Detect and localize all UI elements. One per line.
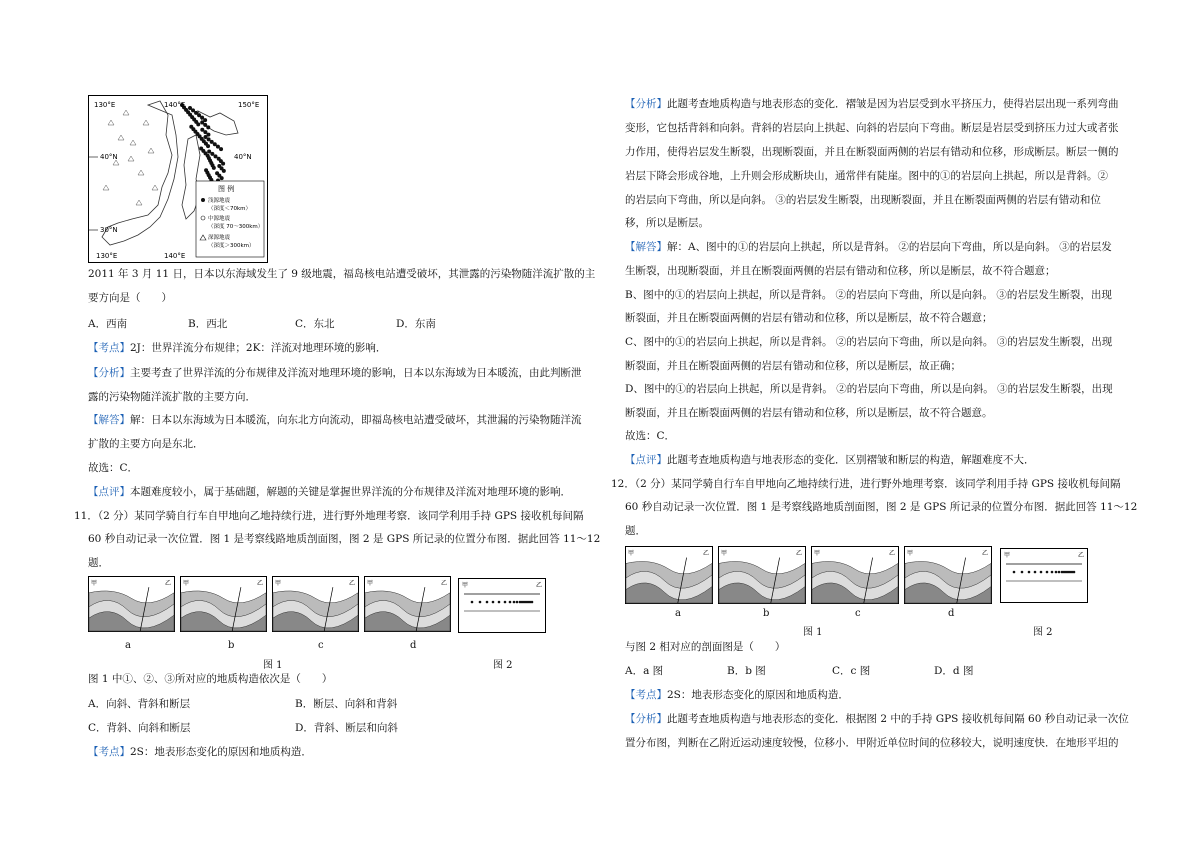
fenxi-line-2: 露的污染物随洋流扩散的主要方向． xyxy=(88,391,256,403)
q12-option-a: A．a 图 xyxy=(625,665,664,677)
r-profile-a xyxy=(625,546,713,604)
r-jieda-line-5: C、图中的①的岩层向上拱起，所以是背斜。 ②的岩层向下弯曲，所以是向斜。 ③的岩层发生断裂，出现 xyxy=(625,336,1113,348)
q11-figure-1 xyxy=(88,576,458,636)
q11-option-b: B．断层、向斜和背斜 xyxy=(295,698,398,710)
earthquake-map xyxy=(88,95,268,263)
svg-text:甲: 甲 xyxy=(183,580,190,587)
q11-kaodian xyxy=(88,745,312,759)
q10-jieda xyxy=(88,413,582,427)
q11-option-c: C．背斜、向斜和断层 xyxy=(88,722,191,734)
q10-line-2: 要方向是（ ） xyxy=(88,292,172,304)
profile-c xyxy=(272,576,359,632)
q11-line-1: 11．（2 分）某同学骑自行车自甲地向乙地持续行进，进行野外地理考察．该同学利用手持 GPS 接收机每间隔 xyxy=(74,510,584,522)
profile-a xyxy=(88,576,175,632)
svg-text:乙: 乙 xyxy=(441,580,448,587)
legend-item-medium-depth: （深度 70～300km） xyxy=(208,224,264,230)
fig1-caption: 图 1 xyxy=(263,660,283,671)
q12-fenxi xyxy=(625,712,1129,726)
r-fig-letter-d: d xyxy=(948,608,955,619)
r-fenxi-line-3: 力作用，使得岩层发生断裂，出现断裂面，并且在断裂面两侧的岩层有错动和位移，形成断层。断层一侧的 xyxy=(625,146,1119,158)
r-fenxi-tag: 【分析】 xyxy=(625,98,667,110)
legend-item-deep-depth: （深度＞300km） xyxy=(208,243,255,249)
jieda-line-1: 解：日本以东海域为日本暖流，向东北方向流动，即福岛核电站遭受破坏，其泄漏的污染物随洋流 xyxy=(130,414,582,426)
r-dianping-text: 此题考查地质构造与地表形态的变化．区别褶皱和断层的构造，解题难度不大． xyxy=(667,454,1035,466)
r-dianping-tag: 【点评】 xyxy=(625,454,667,466)
r-kaodian-text: 2S：地表形态变化的原因和地质构造． xyxy=(667,689,849,701)
q12-figure-2-gps xyxy=(1000,548,1088,603)
r-fenxi-line-6: 移，所以是断层。 xyxy=(625,217,709,229)
q11-question: 图 1 中①、②、③所对应的地质构造依次是（ ） xyxy=(88,673,333,685)
r-jieda-line-8: 断裂面，并且在断裂面两侧的岩层有错动和位移，所以是断层，故不符合题意。 xyxy=(625,407,993,419)
kaodian2-text: 2S：地表形态变化的原因和地质构造． xyxy=(130,746,312,758)
r-jieda-line-3: B、图中的①的岩层向上拱起，所以是背斜。 ②的岩层向下弯曲，所以是向斜。 ③的岩层发生断裂，出现 xyxy=(625,289,1112,301)
kaodian2-tag: 【考点】 xyxy=(88,746,130,758)
gps-start-label: 甲 xyxy=(462,582,469,589)
r-jieda-line-7: D、图中的①的岩层向上拱起，所以是背斜。 ②的岩层向下弯曲，所以是向斜。 ③的岩层发生断裂，出现 xyxy=(625,383,1113,395)
q10-kaodian xyxy=(88,341,386,355)
r-profile-b xyxy=(718,546,806,604)
q10-dianping xyxy=(88,485,571,499)
dianping-tag: 【点评】 xyxy=(88,486,130,498)
r-profile-c xyxy=(811,546,899,604)
q10-option-c: C．东北 xyxy=(295,318,335,330)
lon-label-140-top: 140°E xyxy=(164,101,186,109)
svg-text:乙: 乙 xyxy=(257,580,264,587)
fig-letter-a: a xyxy=(125,640,131,651)
svg-text:乙: 乙 xyxy=(982,550,989,557)
r-fig-letter-a: a xyxy=(675,608,681,619)
dianping-text: 本题难度较小，属于基础题，解题的关键是掌握世界洋流的分布规律及洋流对地理环境的影响． xyxy=(130,486,571,498)
svg-text:乙: 乙 xyxy=(349,580,356,587)
r-fenxi-line-2: 变形，它包括背斜和向斜。背斜的岩层向上拱起、向斜的岩层向下弯曲。断层是岩层受到挤压力过大或者张 xyxy=(625,122,1119,134)
r-profile-d xyxy=(904,546,992,604)
q12-kaodian xyxy=(625,688,849,702)
r-fig-letter-c: c xyxy=(855,608,861,619)
gps-end-label: 乙 xyxy=(536,582,543,589)
svg-text:甲: 甲 xyxy=(907,550,914,557)
q12-line-1: 12．（2 分）某同学骑自行车自甲地向乙地持续行进，进行野外地理考察．该同学利用手持 GPS 接收机每间隔 xyxy=(611,478,1121,490)
r-fenxi2-tag: 【分析】 xyxy=(625,713,667,725)
profile-b xyxy=(180,576,267,632)
legend-item-deep: 深源地震 xyxy=(208,235,231,241)
legend-title: 图 例 xyxy=(218,185,235,193)
r-fenxi2-line-1: 此题考查地质构造与地表形态的变化．根据图 2 中的手持 GPS 接收机每间隔 60 秒自动记录一次位 xyxy=(667,713,1129,725)
svg-text:甲: 甲 xyxy=(91,580,98,587)
q10-fenxi xyxy=(88,366,582,380)
svg-text:甲: 甲 xyxy=(721,550,728,557)
fenxi-line-1: 主要考查了世界洋流的分布规律及洋流对地理环境的影响，日本以东海域为日本暖流，由此判断泄 xyxy=(130,367,582,379)
svg-text:甲: 甲 xyxy=(367,580,374,587)
r-fenxi xyxy=(625,97,1119,111)
q10-guxuan: 故选：C． xyxy=(88,462,139,474)
svg-text:乙: 乙 xyxy=(703,550,710,557)
lat-label-30: 30°N xyxy=(100,226,118,234)
r-jieda-tag: 【解答】 xyxy=(625,241,667,253)
r-kaodian-tag: 【考点】 xyxy=(625,689,667,701)
lon-label-130-bottom: 130°E xyxy=(96,252,118,260)
r-jieda-line-1: 解：A、图中的①的岩层向上拱起，所以是背斜。 ②的岩层向下弯曲，所以是向斜。 ③的岩层发 xyxy=(667,241,1112,253)
q11-option-d: D．背斜、断层和向斜 xyxy=(295,722,398,734)
r-jieda xyxy=(625,240,1112,254)
fenxi-tag: 【分析】 xyxy=(88,367,130,379)
q10-option-d: D．东南 xyxy=(396,318,436,330)
lat-label-40-right: 40°N xyxy=(234,153,252,161)
svg-text:甲: 甲 xyxy=(814,550,821,557)
svg-text:乙: 乙 xyxy=(165,580,172,587)
q12-option-c: C．c 图 xyxy=(832,665,871,677)
q10-line-1: 2011 年 3 月 11 日，日本以东海域发生了 9 级地震，福岛核电站遭受破坏，其泄露的污染物随洋流扩散的主 xyxy=(88,268,596,280)
fig-letter-c: c xyxy=(318,640,324,651)
svg-text:甲: 甲 xyxy=(275,580,282,587)
lon-label-130-top: 130°E xyxy=(94,101,116,109)
q12-figure-1 xyxy=(625,546,995,606)
r-fenxi-line-5: 的岩层向下弯曲，所以是向斜。 ③的岩层发生断裂，出现断裂面，并且在断裂面两侧的岩层有错动和位 xyxy=(625,194,1101,206)
lat-label-40: 40°N xyxy=(100,153,118,161)
r-gps-start-label: 甲 xyxy=(1004,552,1011,559)
lon-label-140-bottom: 140°E xyxy=(164,252,186,260)
r-fig1-caption: 图 1 xyxy=(803,627,823,638)
legend-item-medium: 中源地震 xyxy=(208,216,231,222)
r-fenxi-line-4: 岩层下降会形成谷地，上升则会形成断块山，通常伴有陡崖。图中的①的岩层向上拱起，所以是背斜。② xyxy=(625,170,1108,182)
jieda-line-2: 扩散的主要方向是东北． xyxy=(88,438,204,450)
r-jieda-line-2: 生断裂，出现断裂面，并且在断裂面两侧的岩层有错动和位移，所以是断层，故不符合题意； xyxy=(625,265,1056,277)
svg-text:甲: 甲 xyxy=(628,550,635,557)
r-fig2-caption: 图 2 xyxy=(1033,627,1053,638)
q12-question: 与图 2 相对应的剖面图是（ ） xyxy=(625,641,786,653)
q11-figure-2-gps xyxy=(458,578,546,633)
profile-d xyxy=(364,576,451,632)
fig-letter-d: d xyxy=(410,640,417,651)
q10-option-a: A．西南 xyxy=(88,318,128,330)
q11-line-3: 题． xyxy=(88,557,109,569)
q11-option-a: A．向斜、背斜和断层 xyxy=(88,698,191,710)
r-fig-letter-b: b xyxy=(763,608,770,619)
kaodian-text: 2J：世界洋流分布规律；2K：洋流对地理环境的影响． xyxy=(130,342,387,354)
r-jieda-line-4: 断裂面，并且在断裂面两侧的岩层有错动和位移，所以是断层，故不符合题意； xyxy=(625,312,993,324)
q12-line-3: 题． xyxy=(625,525,646,537)
fig2-caption: 图 2 xyxy=(493,660,513,671)
r-guxuan: 故选：C． xyxy=(625,430,676,442)
fig-letter-b: b xyxy=(228,640,235,651)
r-dianping xyxy=(625,453,1035,467)
q11-line-2: 60 秒自动记录一次位置．图 1 是考察线路地质剖面图，图 2 是 GPS 所记录的位置分布图．据此回答 11～12 xyxy=(88,533,601,545)
r-jieda-line-6: 断裂面，并且在断裂面两侧的岩层有错动和位移，所以是断层，故正确； xyxy=(625,360,961,372)
lon-label-150-top: 150°E xyxy=(238,101,260,109)
r-fenxi2-line-2: 置分布图，判断在乙附近运动速度较慢，位移小．甲附近单位时间的位移较大，说明速度快．在地形平坦的 xyxy=(625,737,1119,749)
svg-text:乙: 乙 xyxy=(796,550,803,557)
r-fenxi-line-1: 此题考查地质构造与地表形态的变化．褶皱是因为岩层受到水平挤压力，使得岩层出现一系列弯曲 xyxy=(667,98,1119,110)
legend-item-shallow-depth: （深度＜70km） xyxy=(208,206,252,212)
jieda-tag: 【解答】 xyxy=(88,414,130,426)
q12-line-2: 60 秒自动记录一次位置．图 1 是考察线路地质剖面图，图 2 是 GPS 所记录的位置分布图．据此回答 11～12 xyxy=(625,501,1138,513)
q12-option-d: D．d 图 xyxy=(934,665,974,677)
q10-option-b: B．西北 xyxy=(188,318,228,330)
kaodian-tag: 【考点】 xyxy=(88,342,130,354)
r-gps-end-label: 乙 xyxy=(1078,552,1085,559)
svg-text:乙: 乙 xyxy=(889,550,896,557)
legend-item-shallow: 浅源地震 xyxy=(208,198,231,204)
q12-option-b: B．b 图 xyxy=(727,665,766,677)
